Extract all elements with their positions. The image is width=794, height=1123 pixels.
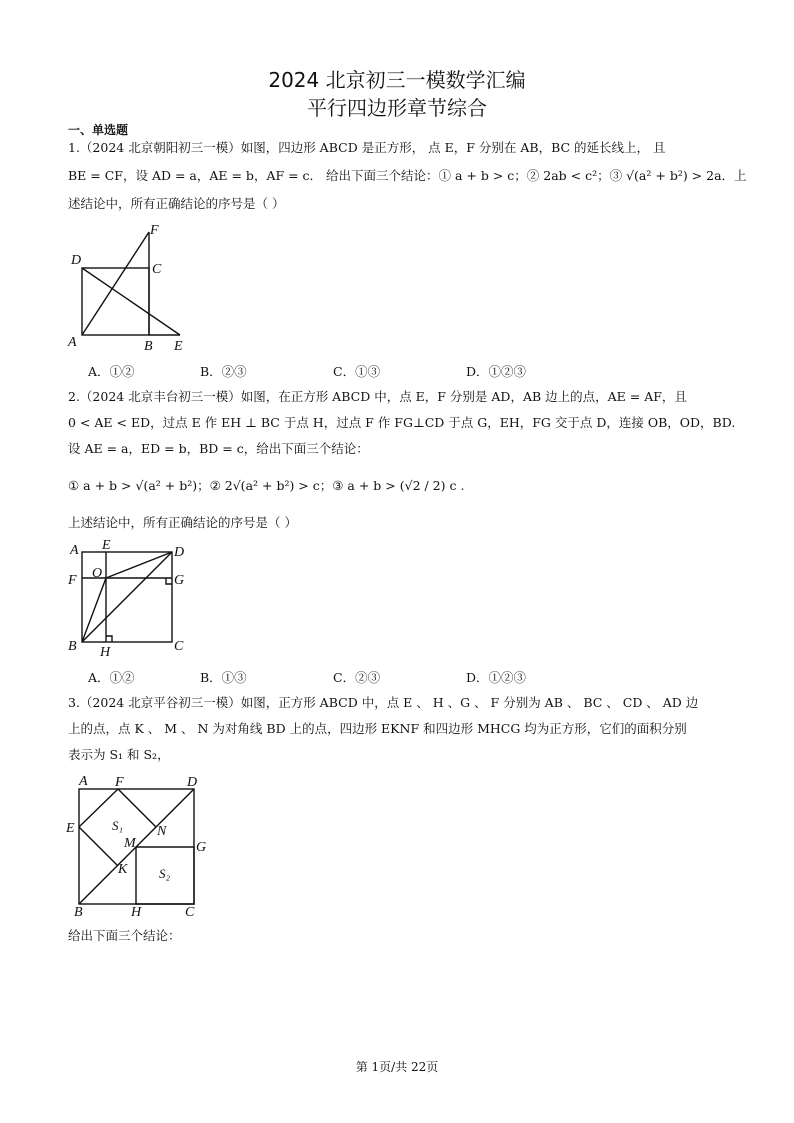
q3-label-s2: S₂ (159, 866, 171, 881)
q2-label-f: F (68, 573, 77, 588)
q3-label-e: E (66, 821, 75, 836)
q2-label-o: O (92, 566, 103, 581)
q3-label-a: A (79, 774, 88, 789)
q2-label-a: A (70, 543, 79, 558)
q2-line-od (106, 552, 172, 578)
q2-line4: ① a + b > √(a² + b²)；② 2√(a² + b²) > c；③ a + b > (√2 / 2) c . (68, 478, 465, 493)
q1-label-f: F (150, 223, 159, 238)
q2-figure (62, 540, 202, 660)
q2-right-angle-h (106, 636, 112, 642)
q3-line4: 给出下面三个结论： (68, 928, 181, 943)
q2-option-d: D．①②③ (466, 670, 527, 685)
q3-line1: 3.（2024 北京平谷初三一模）如图，正方形 ABCD 中，点 E 、 H 、G 、 F 分别为 AB 、 BC 、 CD 、 AD 边 (68, 695, 699, 710)
q2-line5: 上述结论中，所有正确结论的序号是（ ） (68, 515, 297, 530)
q1-line3: 述结论中，所有正确结论的序号是（ ） (68, 196, 285, 211)
q3-line2: 上的点，点 K 、 M 、 N 为对角线 BD 上的点，四边形 EKNF 和四边形 MHCG 均为正方形，它们的面积分别 (68, 721, 687, 736)
q3-line3: 表示为 S₁ 和 S₂， (68, 747, 170, 762)
q3-label-b: B (74, 905, 83, 920)
q3-label-n: N (157, 824, 167, 839)
doc-title-line1: 2024 北京初三一模数学汇编 (268, 68, 526, 92)
q3-label-f: F (115, 775, 124, 790)
q1-label-d: D (71, 253, 82, 268)
q1-option-b: B．②③ (200, 364, 247, 379)
q3-label-s1: S₁ (112, 818, 124, 833)
q2-label-h: H (100, 645, 111, 660)
q1-square (82, 268, 149, 335)
q2-label-d: D (174, 545, 185, 560)
q2-option-a: A．①② (88, 670, 135, 685)
q1-option-c: C．①③ (333, 364, 381, 379)
section-heading: 一、单选题 (68, 123, 129, 137)
q3-label-g: G (196, 840, 207, 855)
q1-label-a: A (68, 335, 77, 350)
q2-label-c: C (174, 639, 184, 654)
q2-line-ob (82, 578, 106, 642)
q1-line-de (82, 268, 180, 335)
q2-line1: 2.（2024 北京丰台初三一模）如图，在正方形 ABCD 中，点 E，F 分别是 AD，AB 边上的点，AE = AF，且 (68, 389, 687, 404)
q1-line1: 1.（2024 北京朝阳初三一模）如图，四边形 ABCD 是正方形， 点 E，F 分别在 AB，BC 的延长线上， 且 (68, 140, 666, 155)
q3-label-k: K (118, 862, 128, 877)
q3-label-c: C (185, 905, 195, 920)
q2-label-g: G (174, 573, 185, 588)
q1-label-c: C (152, 262, 162, 277)
q2-right-angle-g (166, 578, 172, 584)
q1-line2: BE = CF，设 AD = a，AE = b，AF = c． 给出下面三个结论：① a + b > c；② 2ab < c²；③ √(a² + b²) > 2a．上 (68, 168, 747, 183)
q3-label-m: M (124, 836, 136, 851)
q2-label-e: E (102, 540, 111, 553)
page-footer: 第 1页/共 22页 (355, 1060, 439, 1074)
q2-label-b: B (68, 639, 77, 654)
q1-option-a: A．①② (88, 364, 135, 379)
q2-line2: 0 < AE < ED，过点 E 作 EH ⊥ BC 于点 H，过点 F 作 FG⊥CD 于点 G，EH，FG 交于点 D，连接 OB，OD，BD. (68, 415, 736, 430)
q3-label-h: H (131, 905, 142, 920)
q2-option-c: C．②③ (333, 670, 381, 685)
q3-line-fn (118, 789, 156, 827)
q2-option-b: B．①③ (200, 670, 247, 685)
q3-label-d: D (187, 775, 198, 790)
q3-figure (62, 772, 212, 920)
q1-figure (60, 220, 200, 355)
q1-line-af (82, 232, 149, 335)
q1-option-d: D．①②③ (466, 364, 527, 379)
q2-line3: 设 AE = a，ED = b，BD = c，给出下面三个结论： (68, 441, 369, 456)
q1-label-e: E (174, 339, 183, 354)
doc-title-line2: 平行四边形章节综合 (307, 96, 487, 120)
q1-label-b: B (144, 339, 153, 354)
